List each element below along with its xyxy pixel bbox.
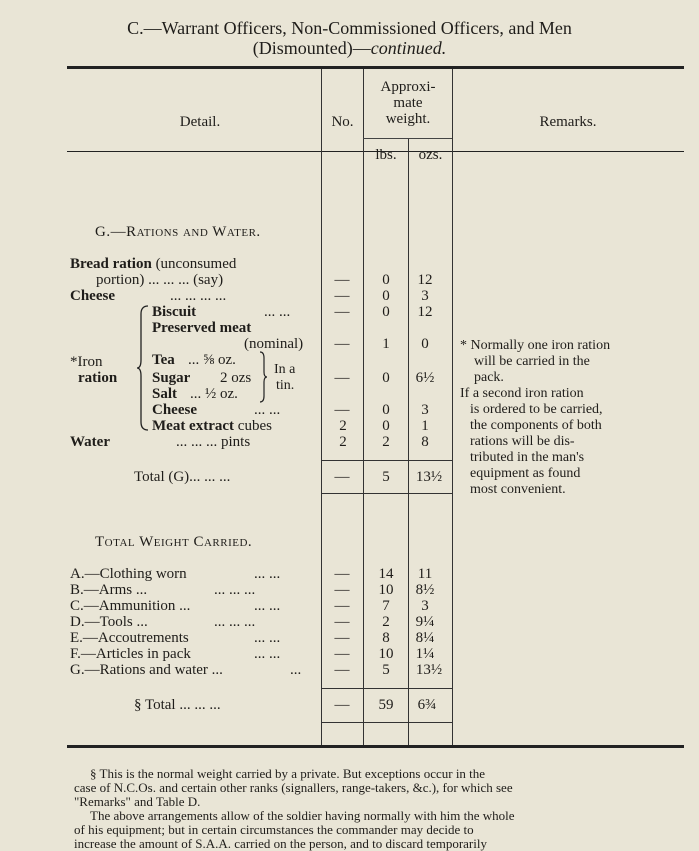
- totals-row-ozs: 9¼: [415, 614, 435, 630]
- footnote-line: "Remarks" and Table D.: [74, 794, 201, 809]
- totals-row-label: G.—Rations and water ...: [70, 662, 223, 678]
- cheese-label: Cheese: [70, 288, 115, 304]
- remark-line: rations will be dis-: [470, 434, 575, 449]
- totals-row-ozs: 13½: [415, 662, 443, 678]
- totals-row-dots: ... ...: [254, 566, 281, 582]
- grand-total-label: § Total ... ... ...: [134, 697, 221, 713]
- totals-row-no: —: [334, 566, 350, 582]
- page-title: C.—Warrant Officers, Non-Commissioned Officers, and Men: [127, 18, 572, 38]
- bread-rest: (unconsumed: [155, 256, 237, 272]
- col-line-remarks: [452, 69, 453, 745]
- tin-brace-icon: [258, 350, 268, 404]
- footnote-line: of his equipment; but in certain circumstances the commander may decide to: [74, 822, 474, 837]
- totals-row-no: —: [334, 614, 350, 630]
- cheese-ozs: 3: [421, 288, 429, 304]
- footnote-line: § This is the normal weight carried by a private. But exceptions occur in the: [90, 766, 486, 781]
- totals-row-ozs: 1¼: [415, 646, 435, 662]
- total-g-lbs: 5: [382, 469, 390, 485]
- remark-line: is ordered to be carried,: [470, 402, 603, 417]
- footnote-line: case of N.C.Os. and certain other ranks (signallers, range-takers, &c.), for which see: [74, 780, 513, 795]
- remark-line: the components of both: [470, 418, 602, 433]
- biscuit-dots: ... ...: [264, 304, 291, 320]
- bread-line2: portion) ... ... ... (say): [96, 272, 224, 288]
- meat-no: 2: [339, 418, 347, 434]
- totals-row-lbs: 7: [382, 598, 390, 614]
- totals-row-label: F.—Articles in pack: [70, 646, 191, 662]
- col-line-lbs: [363, 69, 364, 745]
- water-lbs: 2: [382, 434, 390, 450]
- grand-total-top-rule: [321, 688, 452, 689]
- weight-sub-rule: [363, 138, 452, 139]
- water-ozs: 8: [421, 434, 429, 450]
- remark-line: * Normally one iron ration: [460, 338, 611, 353]
- header-detail: Detail.: [179, 114, 221, 130]
- cheese2-lbs: 0: [382, 402, 390, 418]
- bread-bold: Bread ration: [70, 256, 152, 272]
- totals-row-label: B.—Arms ...: [70, 582, 148, 598]
- header-no: No.: [331, 114, 354, 130]
- remark-line: equipment as found: [470, 466, 581, 481]
- biscuit-no: —: [334, 304, 350, 320]
- tea-qty: ... ⅝ oz.: [188, 352, 236, 368]
- total-g-no: —: [334, 469, 350, 485]
- totals-row-label: C.—Ammunition ...: [70, 598, 191, 614]
- iron-label-1: [70, 354, 103, 370]
- total-g-label: Total (G)... ... ...: [134, 469, 231, 485]
- tss-ozs: 6½: [415, 370, 435, 386]
- totals-row-dots: ...: [290, 662, 302, 678]
- header-lbs: lbs.: [375, 147, 397, 163]
- total-g-ozs: 13½: [415, 469, 443, 485]
- biscuit-label: Biscuit: [152, 304, 197, 320]
- footnote-line: The above arrangements allow of the soldier having normally with him the whole: [90, 808, 515, 823]
- sugar-label: Sugar: [152, 370, 191, 386]
- meat-extract-bold: Meat extract: [152, 418, 235, 434]
- totals-row-dots: ... ...: [254, 630, 281, 646]
- salt-label: Salt: [152, 386, 178, 402]
- bread-lbs: 0: [382, 272, 390, 288]
- water-no: 2: [339, 434, 347, 450]
- totals-row-no: —: [334, 598, 350, 614]
- meat-extract-rest: cubes: [237, 418, 272, 434]
- tea-label: Tea: [152, 352, 175, 368]
- totals-row-no: —: [334, 662, 350, 678]
- totals-row-lbs: 8: [382, 630, 390, 646]
- totals-row-lbs: 2: [382, 614, 390, 630]
- meat-ozs: 1: [421, 418, 429, 434]
- remark-line: tributed in the man's: [470, 450, 585, 465]
- cheese-lbs: 0: [382, 288, 390, 304]
- totals-row-no: —: [334, 630, 350, 646]
- remark-line: most convenient.: [470, 482, 566, 497]
- header-ozs: ozs.: [418, 147, 443, 163]
- remark-line: If a second iron ration: [460, 386, 584, 401]
- table-top-rule: [67, 66, 684, 69]
- grand-total-bottom-rule: [321, 722, 452, 723]
- cheese2-dots: ... ...: [254, 402, 281, 418]
- header-approx-1: Approxi-: [380, 79, 436, 95]
- col-line-ozs: [408, 138, 409, 745]
- bread-label: [70, 256, 236, 272]
- grand-total-lbs: 59: [378, 697, 394, 713]
- totals-row-dots: ... ...: [254, 646, 281, 662]
- cheese2-no: —: [334, 402, 350, 418]
- table-bottom-rule: [67, 745, 684, 748]
- cheese-no: —: [334, 288, 350, 304]
- water-rest: ... ... ... pints: [176, 434, 251, 450]
- totals-row-label: D.—Tools ...: [70, 614, 148, 630]
- cheese-dots: ... ... ... ...: [170, 288, 227, 304]
- bread-no: —: [334, 272, 350, 288]
- pmeat-no: —: [334, 336, 350, 352]
- totals-row-ozs: 8¼: [415, 630, 435, 646]
- footnote-line: increase the amount of S.A.A. carried on the person, and to discard temporarily: [74, 836, 487, 851]
- totals-row-dots: ... ...: [254, 598, 281, 614]
- header-remarks: Remarks.: [539, 114, 597, 130]
- totals-row-label: E.—Accoutrements: [70, 630, 189, 646]
- page-subtitle: [0, 38, 699, 59]
- totals-row-lbs: 14: [378, 566, 394, 582]
- totals-row-lbs: 10: [378, 582, 394, 598]
- header-approx-3: weight.: [385, 111, 431, 127]
- totals-row-ozs: 3: [421, 598, 429, 614]
- tin-label-1: In a: [274, 362, 296, 377]
- subtitle-plain: (Dismounted)—: [252, 38, 371, 58]
- totals-row-no: —: [334, 646, 350, 662]
- bread-ozs: 12: [417, 272, 433, 288]
- total-g-bottom-rule: [321, 493, 452, 494]
- tss-lbs: 0: [382, 370, 390, 386]
- tin-label-2: tin.: [276, 378, 295, 393]
- meat-extract-label: [152, 418, 272, 434]
- header-approx-2: mate: [393, 95, 423, 111]
- total-g-top-rule: [321, 460, 452, 461]
- meat-lbs: 0: [382, 418, 390, 434]
- water-label: Water: [70, 434, 110, 450]
- remark-line: pack.: [474, 370, 504, 385]
- cheese2-ozs: 3: [421, 402, 429, 418]
- pmeat-lbs: 1: [382, 336, 390, 352]
- biscuit-ozs: 12: [417, 304, 433, 320]
- totals-row-ozs: 8½: [415, 582, 435, 598]
- iron-label-1-text: *Iron: [70, 354, 103, 370]
- totals-row-lbs: 10: [378, 646, 394, 662]
- pmeat-line2: (nominal): [244, 336, 304, 352]
- totals-row-ozs: 11: [417, 566, 433, 582]
- totals-row-no: —: [334, 582, 350, 598]
- col-line-no: [321, 69, 322, 745]
- cheese2-label: Cheese: [152, 402, 197, 418]
- section-g-heading: G.—Rations and Water.: [95, 224, 261, 240]
- totals-row-dots: ... ... ...: [214, 582, 256, 598]
- tss-no: —: [334, 370, 350, 386]
- iron-brace-icon: [136, 304, 150, 432]
- grand-total-no: —: [334, 697, 350, 713]
- salt-qty: ... ½ oz.: [190, 386, 238, 402]
- totals-row-label: A.—Clothing worn: [70, 566, 187, 582]
- iron-label-2: ration: [78, 370, 118, 386]
- grand-total-ozs: 6¾: [417, 697, 437, 713]
- sugar-qty: 2 ozs: [220, 370, 252, 386]
- subtitle-italic: continued.: [370, 38, 447, 58]
- pmeat-ozs: 0: [421, 336, 429, 352]
- biscuit-lbs: 0: [382, 304, 390, 320]
- pmeat-label: Preserved meat: [152, 320, 252, 336]
- totals-row-lbs: 5: [382, 662, 390, 678]
- totals-row-dots: ... ... ...: [214, 614, 256, 630]
- totals-heading: Total Weight Carried.: [95, 534, 253, 550]
- remark-line: will be carried in the: [474, 354, 590, 369]
